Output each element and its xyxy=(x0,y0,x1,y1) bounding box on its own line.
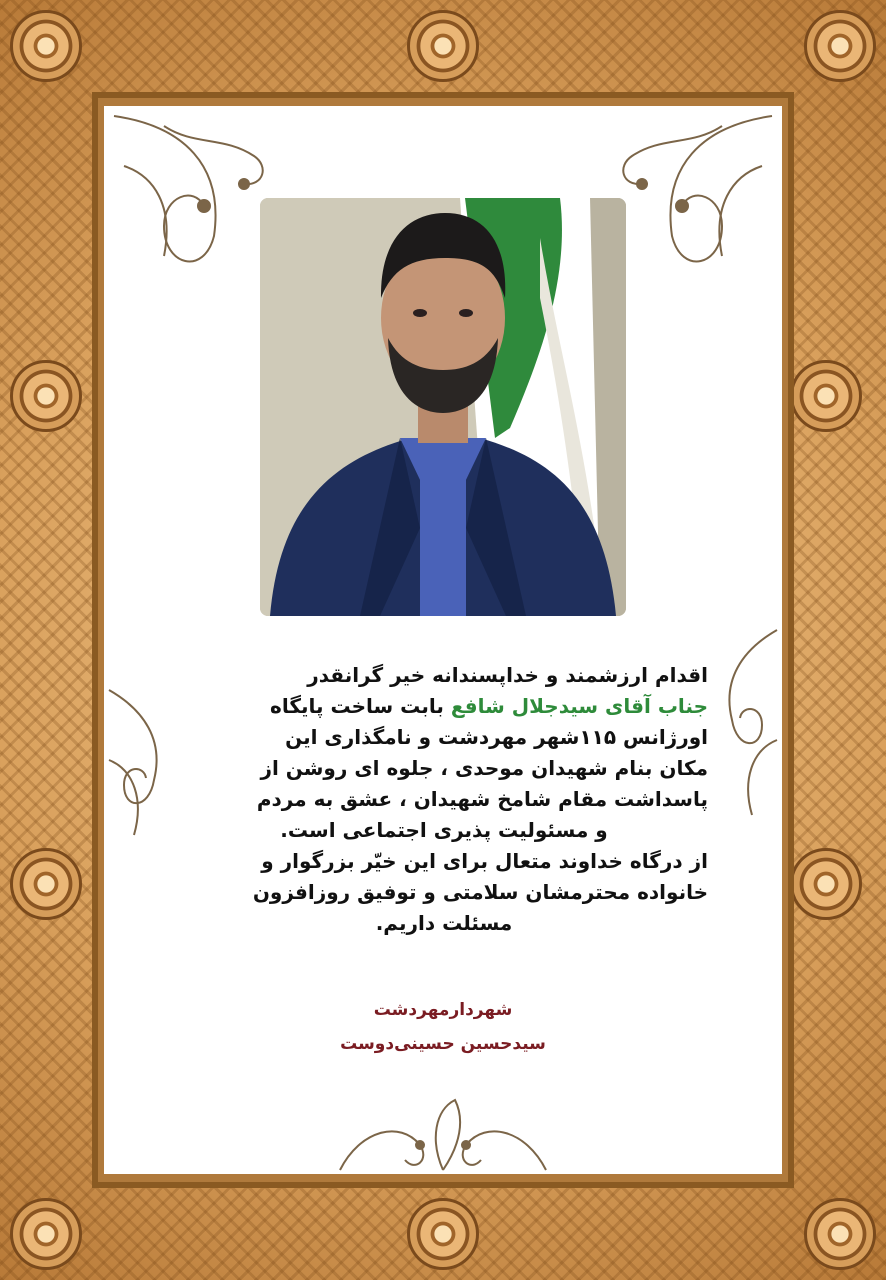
paisley-ornament-top-right xyxy=(602,106,782,286)
frame-rosette-right-middle xyxy=(790,360,862,432)
signature-title: شهردارمهردشت xyxy=(373,1000,513,1020)
frame-rosette-bottom-center xyxy=(407,1198,479,1270)
text-line-6: و مسئولیت پذیری اجتماعی است. xyxy=(280,818,608,842)
paisley-ornament-bottom xyxy=(330,1090,556,1174)
frame-rosette-top-center xyxy=(407,10,479,82)
portrait-photo xyxy=(260,198,626,616)
signature-name: سیدحسین حسینی‌دوست xyxy=(340,1034,546,1054)
text-line-2 xyxy=(180,691,708,722)
text-line-1: اقدام ارزشمند و خداپسندانه خیر گرانقدر xyxy=(307,663,708,687)
frame-rosette-left-middle xyxy=(10,360,82,432)
text-line-9: مسئلت داریم. xyxy=(375,911,513,935)
text-line-5: پاسداشت مقام شامخ شهیدان ، عشق به مردم xyxy=(256,787,708,811)
frame-rosette-top-right xyxy=(804,10,876,82)
frame-rosette-bottom-left xyxy=(10,1198,82,1270)
frame-rosette-top-left xyxy=(10,10,82,82)
paisley-ornament-top-left xyxy=(104,106,284,286)
honoree-name: جناب آقای سیدجلال شافع xyxy=(450,694,708,718)
text-line-3: اورژانس ۱۱۵شهر مهردشت و نامگذاری این xyxy=(285,725,708,749)
text-line-2-rest: بابت ساخت پایگاه xyxy=(270,694,451,718)
frame-rosette-left-lower xyxy=(10,848,82,920)
text-line-7: از درگاه خداوند متعال برای این خیّر بزرگوار و xyxy=(261,849,708,873)
frame-rosette-right-lower xyxy=(790,848,862,920)
appreciation-text xyxy=(180,660,708,939)
text-line-8: خانواده محترمشان سلامتی و توفیق روزافزون xyxy=(252,880,708,904)
portrait-illustration xyxy=(260,198,626,616)
text-line-4: مکان بنام شهیدان موحدی ، جلوه ای روشن از xyxy=(260,756,708,780)
frame-rosette-bottom-right xyxy=(804,1198,876,1270)
